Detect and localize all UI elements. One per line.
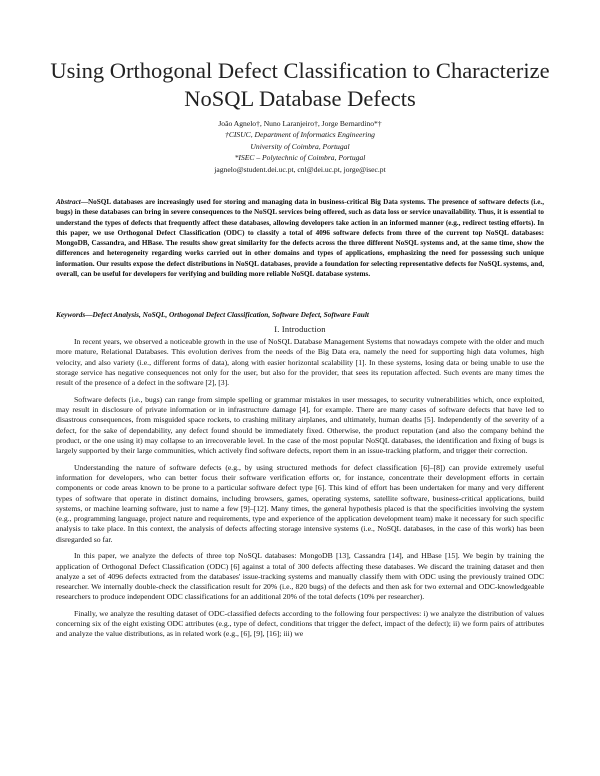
abstract-label: Abstract [56,198,81,206]
author-block [60,118,540,175]
section-heading: I. Introduction [274,325,326,334]
paragraph: In recent years, we observed a noticeable growth in the use of NoSQL Database Management Systems that nowadays compete with the older and much more mature, Relational Databases. This evolution derives from the needs of the Big Data era, namely the need for supporting high data volumes, high velocity, and also variety (i.e., different forms of data), along with easier horizontal scalability [1]. In these systems, losing data or being unable to use the storage service has negative consequences not only for the user, but also for the provider, that sees its reputation affected. Such events are many times the result of the presence of a defect in the software [2], [3]. [56,337,544,388]
paper-title: Using Orthogonal Defect Classification to Characterize NoSQL Database Defects [50,58,550,111]
affiliation-university: University of Coimbra, Portugal [250,141,350,151]
body-text [56,337,544,646]
paragraph: Understanding the nature of software defects (e.g., by using structured methods for defect classification [6]–[8]) can provide extremely useful information for developers, who can better focus their software verification efforts or, for instance, concentrate their development efforts in certain components or code areas known to be prone to a particular software defect type [6]. This kind of effort has been undertaken for many and very different types of software that operate in distinct domains, including browsers, games, operating systems, satellite software, business-critical applications, build systems, or machine learning software, just to name a few [9]–[12]. Many times, the general hypothesis placed is that the specificities involving the system (e.g., programming language, project nature and requirements, type and experience of the application development team) make it necessary for such specific analysis to take place. In this context, the analysis of defects affecting storage intensive systems (i.e., NoSQL databases, in the case of this work) has been disregarded so far. [56,462,544,544]
abstract-text: —NoSQL databases are increasingly used for storing and managing data in business-critical Big Data systems. The presence of software defects (i.e., bugs) in these databases can bring in severe consequences to the NoSQL services being offered, such as data loss or service unavailability. Thus, it is essential to understand the types of defects that frequently affect these databases, allowing developers take action in an informed manner (e.g., redirect testing efforts). In this paper, we use Orthogonal Defect Classification (ODC) to classify a total of 4096 software defects from three of the current top NoSQL databases: MongoDB, Cassandra, and HBase. The results show great similarity for the defects across the three different NoSQL systems and, at the same time, show the differences and heterogeneity regarding works carried out in other domains and types of applications, emphasizing the need for possessing such unique information. Our results expose the defect distributions in NoSQL databases, provide a foundation for selecting representative defects for NoSQL systems, and, overall, can be useful for developers for verifying and building more reliable NoSQL database systems. [56,198,544,279]
affiliation-isec: *ISEC – Polytechnic of Coimbra, Portugal [234,153,366,163]
paragraph: In this paper, we analyze the defects of three top NoSQL databases: MongoDB [13], Cassandra [14], and HBase [15]. We begin by training the application of Orthogonal Defect Classification (ODC) [6] against a total of 300 defects affecting these databases. We discard the training dataset and then analyze a set of 4096 defects extracted from the databases' issue-tracking systems and manually classify them with ODC using the previously trained ODC researcher. We internally double-check the classification result for 20% (i.e., 820 bugs) of the defects and then ask for two external and ODC-knowledgeable researchers to produce independent ODC classifications for an additional 20% of the total defects (10% per researcher). [56,551,544,602]
affiliation-cisuc: †CISUC, Department of Informatics Engineering [225,130,375,140]
paragraph: Finally, we analyze the resulting dataset of ODC-classified defects according to the following four perspectives: i) we analyze the distribution of values concerning six of the eight existing ODC attributes (e.g., type of defect, conditions that trigger the defect, impact of the defect); ii) we form pairs of attributes and analyze the value distributions, as in related work (e.g., [6], [9], [16]; iii) we [56,608,544,639]
author-emails: jagnelo@student.dei.uc.pt, cnl@dei.uc.pt, jorge@isec.pt [214,164,386,174]
keywords: Keywords—Defect Analysis, NoSQL, Orthogonal Defect Classification, Software Defect, Software Fault [56,310,369,319]
paragraph: Software defects (i.e., bugs) can range from simple spelling or grammar mistakes in user messages, to security vulnerabilities which, once exploited, may result in disclosure of private information or in infrastructure damage [4], for example. There are many cases of software defects that have led to disastrous consequences, from misguided space rockets, to crashing military airplanes, and ultimately, human deaths [5]. Independently of the severity of a defect, for the sake of dependability, any defect found should be immediately fixed. Otherwise, the product reputation (and also the company behind the product, or the one using it) may collapse to an irrecoverable level. In the case of the most popular NoSQL databases, the identification and fixing of bugs is largely supported by their large communities, which actively find software defects, report them in an issue-tracking platform, and trigger their correction. [56,394,544,456]
abstract [56,197,544,279]
author-names: João Agnelo†, Nuno Laranjeiro†, Jorge Bernardino*† [218,119,382,128]
